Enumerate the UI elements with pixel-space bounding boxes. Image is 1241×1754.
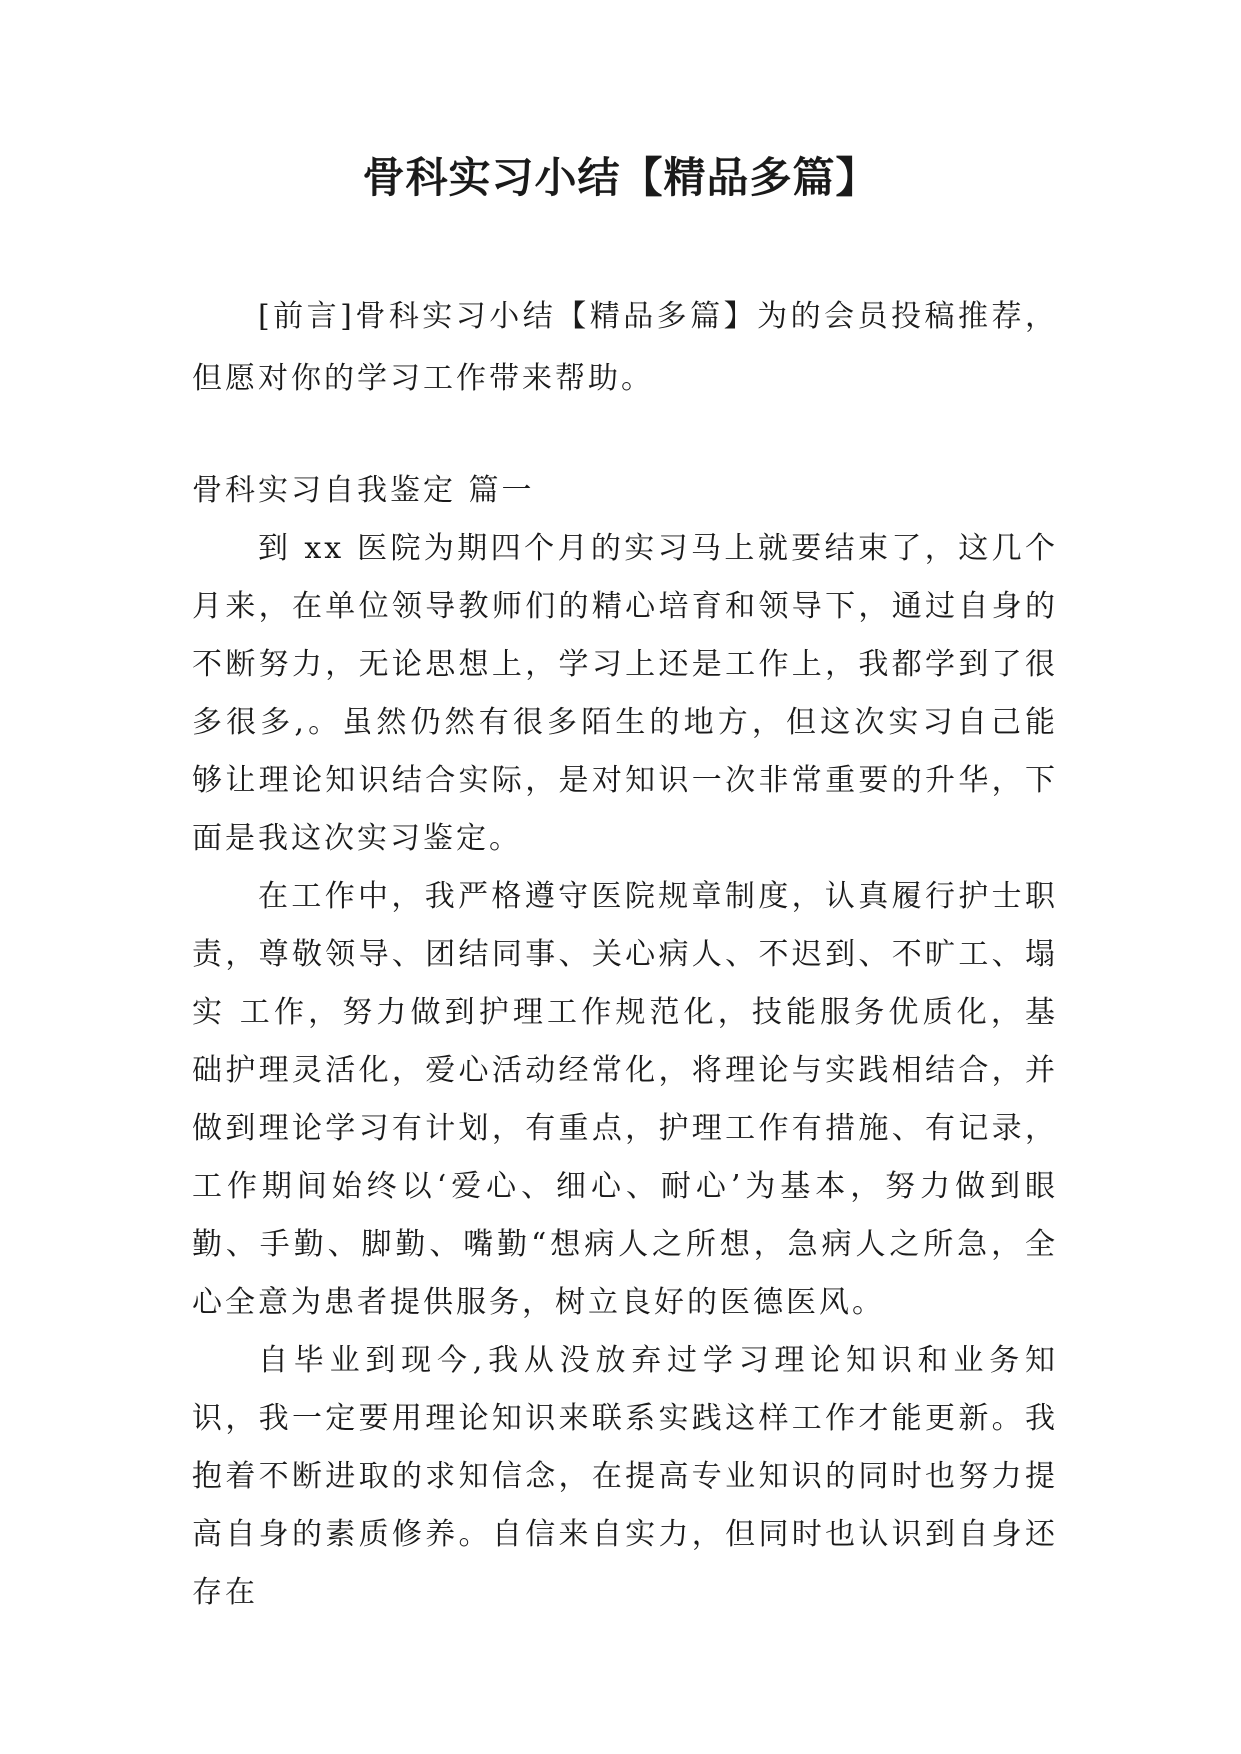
preface-paragraph: [前言]骨科实习小结【精品多篇】为的会员投稿推荐，但愿对你的学习工作带来帮助。 [192, 299, 1058, 396]
section-heading: 骨科实习自我鉴定 篇一 [192, 473, 535, 508]
document-title: 骨科实习小结【精品多篇】 [362, 153, 879, 202]
essay-block [192, 462, 1058, 1622]
preface-block [192, 286, 1058, 410]
body-paragraph-1: 到 xx 医院为期四个月的实习马上就要结束了，这几个月来，在单位领导教师们的精心培育和领导下，通过自身的不断努力，无论思想上，学习上还是工作上，我都学到了很多很多,。虽然仍然有很多陌生的地方，但这次实习自己能够让理论知识结合实际，是对知识一次非常重要的升华，下面是我这次实习鉴定。 [192, 531, 1058, 856]
body-paragraph-3: 自毕业到现今,我从没放弃过学习理论知识和业务知识，我一定要用理论知识来联系实践这样工作才能更新。我抱着不断进取的求知信念，在提高专业知识的同时也努力提高自身的素质修养。自信来自实力，但同时也认识到自身还存在 [192, 1343, 1058, 1610]
body-paragraph-2: 在工作中，我严格遵守医院规章制度，认真履行护士职责，尊敬领导、团结同事、关心病人、不迟到、不旷工、塌实 工作，努力做到护理工作规范化，技能服务优质化，基础护理灵活化，爱心活动经常化，将理论与实践相结合，并做到理论学习有计划，有重点，护理工作有措施、有记录，工作期间始终以‘爱心、细心、耐心’为基本，努力做到眼勤、手勤、脚勤、嘴勤“想病人之所想，急病人之所急，全心全意为患者提供服务，树立良好的医德医风。 [192, 879, 1058, 1320]
